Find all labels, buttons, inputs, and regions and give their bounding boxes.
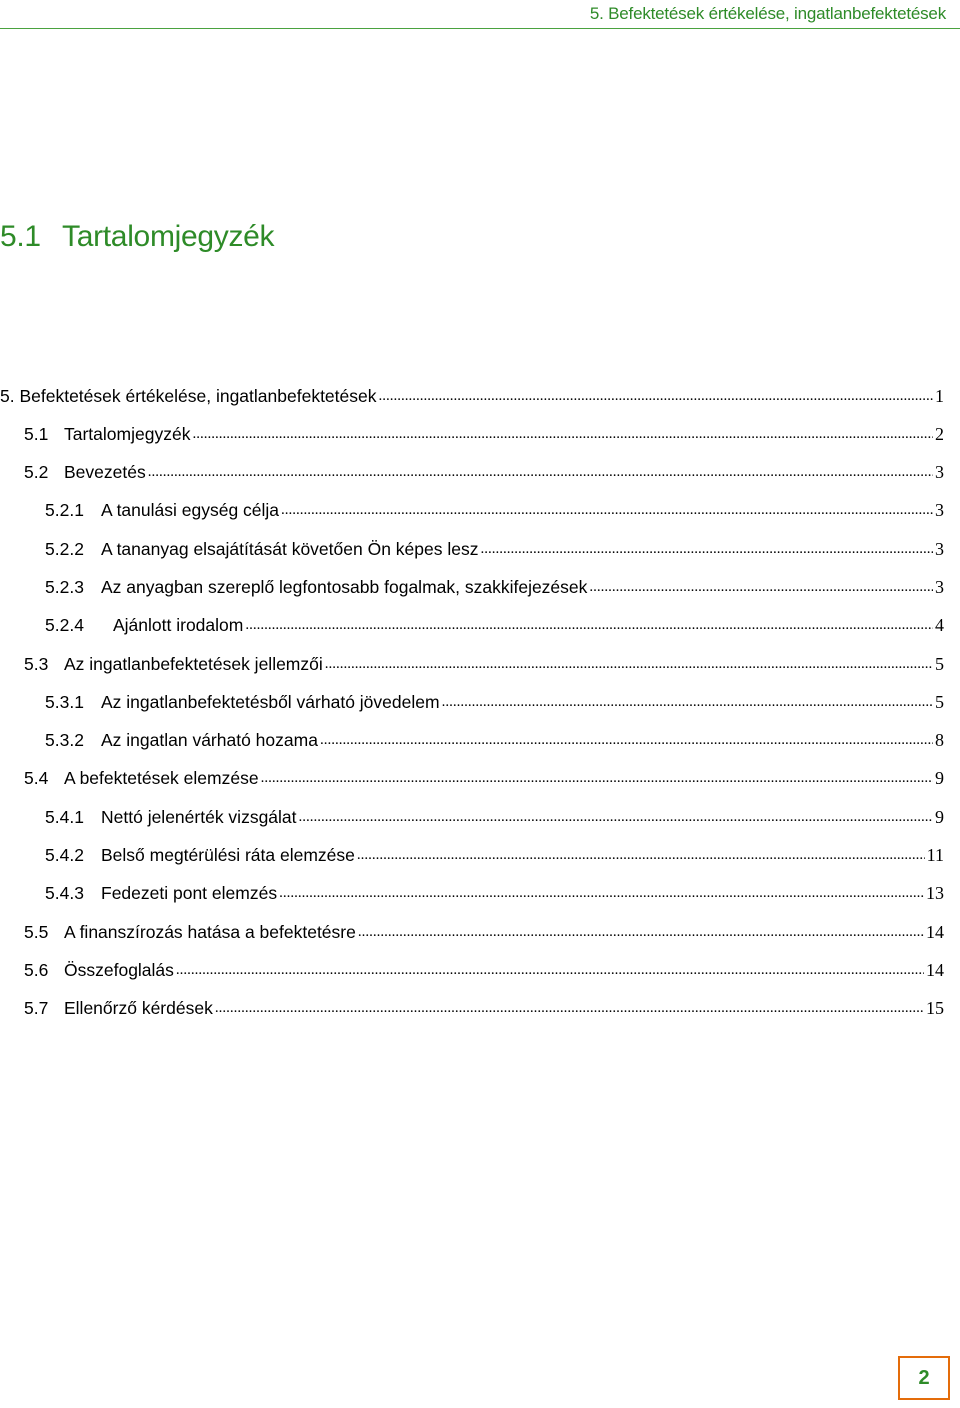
toc-entry-title: Összefoglalás [64,959,174,980]
toc-entry-page: 15 [926,998,944,1019]
section-title [0,220,274,254]
toc-entry-number: 5.2.3 [45,576,84,597]
toc-entry-title: A tananyag elsajátítását követően Ön képes lesz [101,538,479,559]
toc-entry-page: 3 [935,462,944,483]
toc-entry[interactable] [0,920,944,958]
toc-entry-number: 5.4.1 [45,806,84,827]
toc-entry-title: A finanszírozás hatása a befektetésre [64,921,356,942]
toc-leader-dots [299,805,933,823]
toc-entry[interactable] [0,652,944,690]
toc-entry-number: 5.2.4 [45,615,84,636]
toc-leader-dots [589,575,933,593]
page-number-box [898,1356,950,1400]
toc-leader-dots [148,461,933,479]
toc-entry[interactable] [0,461,944,499]
toc-entry[interactable] [0,997,944,1035]
toc-entry-number: 5.4.3 [45,883,84,904]
toc-entry[interactable] [0,882,944,920]
toc-entry-page: 3 [935,576,944,597]
toc-entry-page: 3 [935,500,944,521]
toc-entry[interactable] [0,844,944,882]
toc-entry-number: 5.4.2 [45,845,84,866]
toc-entry-number: 5.7 [24,998,49,1019]
toc-entry-page: 9 [935,768,944,789]
toc-entry-number: 5.3.2 [45,730,84,751]
toc-entry-page: 11 [926,845,944,866]
toc-entry-title: Ajánlott irodalom [113,615,244,636]
toc-entry-number: 5.2 [24,462,49,483]
toc-entry-page: 2 [935,423,944,444]
toc-entry-number: 5.1 [24,423,49,444]
toc-entry-number: 5.4 [24,768,49,789]
toc-entry[interactable] [0,384,944,422]
toc-entry-page: 8 [935,730,944,751]
toc-entry[interactable] [0,767,944,805]
section-number: 5.1 [0,220,41,253]
toc-entry-page: 3 [935,538,944,559]
toc-entry-number: 5.5 [24,921,49,942]
toc-entry-page: 5 [935,653,944,674]
toc-leader-dots [320,729,933,747]
toc-entry-page: 13 [926,883,944,904]
toc-entry-title: Bevezetés [64,462,146,483]
toc-entry-title: Az ingatlan várható hozama [101,730,318,751]
toc-entry-title: Fedezeti pont elemzés [101,883,278,904]
toc-entry-title: Az ingatlanbefektetések jellemzői [64,653,323,674]
toc-entry-number: 5.3.1 [45,691,84,712]
toc-entry-page: 1 [935,385,944,406]
toc-entry-page: 14 [926,959,944,980]
toc-leader-dots [442,690,933,708]
toc-entry[interactable] [0,958,944,996]
toc-entry-number: 5.6 [24,959,49,980]
toc-leader-dots [176,958,924,976]
toc-leader-dots [245,614,933,632]
toc-entry[interactable] [0,690,944,728]
toc-entry-number: 5.3 [24,653,49,674]
toc-entry[interactable] [0,729,944,767]
toc-leader-dots [357,844,925,862]
toc-entry-title: Tartalomjegyzék [64,423,191,444]
toc-entry-title: A befektetések elemzése [64,768,259,789]
toc-leader-dots [281,499,933,517]
toc-entry-title: Az ingatlanbefektetésből várható jövedelem [101,691,440,712]
toc-entry-title: Belső megtérülési ráta elemzése [101,845,355,866]
page-number: 2 [918,1366,930,1389]
toc-leader-dots [480,537,933,555]
toc-leader-dots [279,882,924,900]
toc-entry-title: A tanulási egység célja [101,500,280,521]
toc-entry-title: Nettó jelenérték vizsgálat [101,806,297,827]
toc-entry[interactable] [0,805,944,843]
toc-leader-dots [192,422,933,440]
toc-entry[interactable] [0,575,944,613]
toc-leader-dots [215,997,924,1015]
toc-leader-dots [325,652,933,670]
toc-leader-dots [358,920,924,938]
toc-entry-title: Ellenőrző kérdések [64,998,213,1019]
toc-entry[interactable] [0,499,944,537]
toc-entry-page: 4 [935,615,944,636]
toc-leader-dots [261,767,933,785]
header-divider [0,28,960,29]
toc-entry-page: 5 [935,691,944,712]
toc-entry[interactable] [0,422,944,460]
toc-entry[interactable] [0,614,944,652]
running-header: 5. Befektetések értékelése, ingatlanbefektetések [589,4,946,23]
toc-entry-title: Az anyagban szereplő legfontosabb fogalmak, szakkifejezések [101,576,588,597]
toc-entry-number: 5.2.1 [45,500,84,521]
toc-entry-title: 5. Befektetések értékelése, ingatlanbefektetések [0,385,377,406]
toc-leader-dots [379,384,934,402]
toc-entry-page: 9 [935,806,944,827]
section-title-text: Tartalomjegyzék [62,220,275,253]
toc-entry-page: 14 [926,921,944,942]
table-of-contents [0,384,944,1035]
toc-entry-number: 5.2.2 [45,538,84,559]
toc-entry[interactable] [0,537,944,575]
